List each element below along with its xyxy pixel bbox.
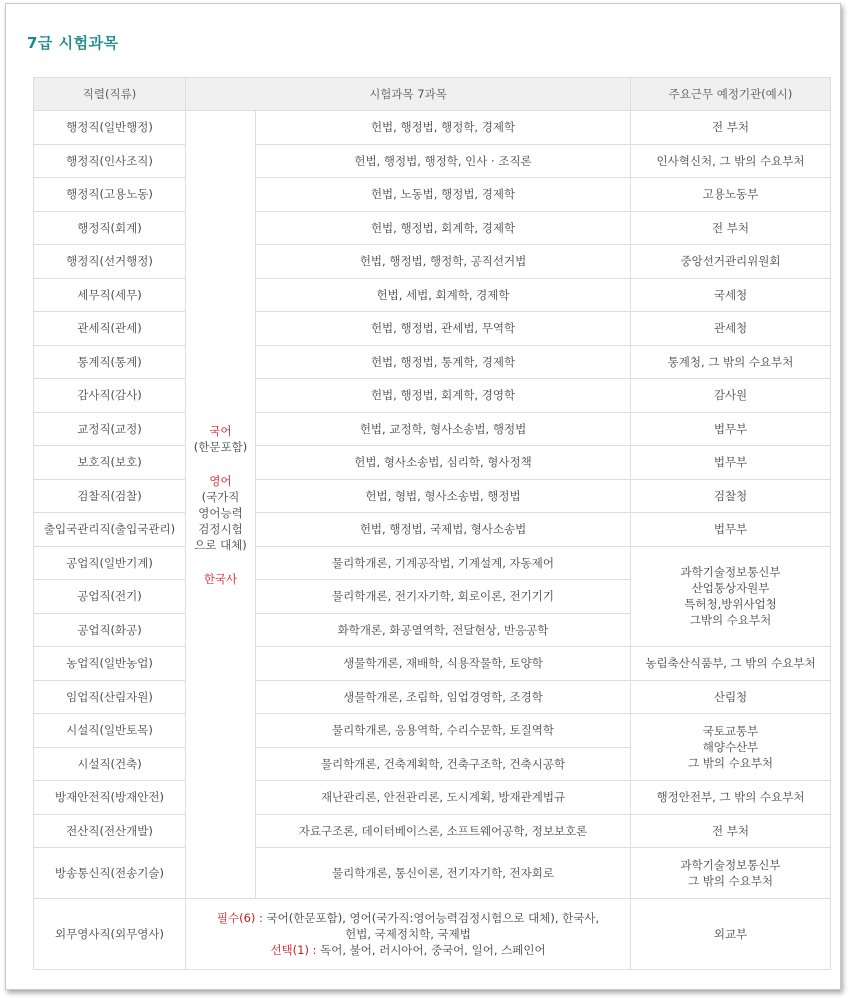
position-cell: 행정직(인사조직) [34, 144, 186, 178]
position-cell: 행정직(회계) [34, 211, 186, 245]
agency-line: 국토교통부 [702, 724, 759, 738]
common-subjects-cell [186, 111, 256, 899]
subjects-cell: 헌법, 행정법, 회계학, 경영학 [256, 379, 631, 413]
agency-cell: 전 부처 [631, 211, 831, 245]
agency-cell: 검찰청 [631, 479, 831, 513]
agency-cell-broadcast [631, 848, 831, 899]
agency-cell: 외교부 [631, 899, 831, 970]
exam-subjects-table [33, 77, 831, 970]
position-cell: 외무영사직(외무영사) [34, 899, 186, 970]
position-cell: 검찰직(검찰) [34, 479, 186, 513]
position-cell: 감사직(감사) [34, 379, 186, 413]
agency-cell: 행정안전부, 그 밖의 수요부처 [631, 781, 831, 815]
position-cell: 통계직(통계) [34, 345, 186, 379]
table-row [34, 412, 831, 446]
diplomat-elective-line [188, 942, 628, 958]
subjects-cell: 물리학개론, 전기자기학, 회로이론, 전기기기 [256, 580, 631, 614]
subjects-cell: 재난관리론, 안전관리론, 도시계획, 방재관계법규 [256, 781, 631, 815]
agency-cell: 법무부 [631, 446, 831, 480]
subjects-cell: 헌법, 교정학, 형사소송법, 행정법 [256, 412, 631, 446]
subjects-cell: 생물학개론, 재배학, 식용작물학, 토양학 [256, 647, 631, 681]
table-row [34, 379, 831, 413]
table-row [34, 479, 831, 513]
subjects-cell: 자료구조론, 데이터베이스론, 소프트웨어공학, 정보보호론 [256, 814, 631, 848]
diplomat-subjects-cell [186, 899, 631, 970]
position-cell: 공업직(화공) [34, 613, 186, 647]
required-label: 필수(6) : [216, 911, 263, 925]
table-row [34, 446, 831, 480]
table-row [34, 245, 831, 279]
agency-cell: 전 부처 [631, 111, 831, 145]
table-row [34, 513, 831, 547]
agency-cell: 전 부처 [631, 814, 831, 848]
agency-line: 특허청,방위사업청 [684, 597, 777, 612]
subjects-cell: 헌법, 노동법, 행정법, 경제학 [256, 178, 631, 212]
subjects-cell: 헌법, 행정법, 행정학, 인사 · 조직론 [256, 144, 631, 178]
table-row [34, 278, 831, 312]
subjects-cell: 헌법, 행정법, 통계학, 경제학 [256, 345, 631, 379]
subjects-cell: 헌법, 형법, 형사소송법, 행정법 [256, 479, 631, 513]
agency-cell: 법무부 [631, 513, 831, 547]
common-history: 한국사 [203, 571, 238, 586]
position-cell: 공업직(전기) [34, 580, 186, 614]
agency-line: 해양수산부 [702, 740, 759, 754]
diplomat-required-line [188, 910, 628, 926]
header-subjects: 시험과목 7과목 [186, 78, 631, 111]
subjects-cell: 헌법, 행정법, 행정학, 경제학 [256, 111, 631, 145]
table-row [34, 211, 831, 245]
diplomat-required-line-2: 헌법, 국제정치학, 국제법 [345, 927, 471, 941]
table-row [34, 312, 831, 346]
table-row [34, 345, 831, 379]
table-row [34, 781, 831, 815]
position-cell: 행정직(고용노동) [34, 178, 186, 212]
subjects-cell: 헌법, 행정법, 회계학, 경제학 [256, 211, 631, 245]
agency-cell: 국세청 [631, 278, 831, 312]
common-english-note-3: 검정시험 [198, 521, 243, 536]
agency-cell: 관세청 [631, 312, 831, 346]
common-english: 영어 [209, 473, 232, 488]
position-cell: 방송통신직(전송기술) [34, 848, 186, 899]
agency-cell: 법무부 [631, 412, 831, 446]
subjects-cell: 헌법, 행정법, 국제법, 형사소송법 [256, 513, 631, 547]
agency-line: 그밖의 수요부처 [689, 613, 772, 628]
table-row [34, 144, 831, 178]
subjects-cell: 생물학개론, 조림학, 임업경영학, 조경학 [256, 680, 631, 714]
position-cell: 관세직(관세) [34, 312, 186, 346]
agency-line: 과학기술정보통신부 [680, 858, 781, 872]
subjects-cell: 헌법, 세법, 회계학, 경제학 [256, 278, 631, 312]
agency-cell-industrial [631, 546, 831, 647]
position-cell: 방재안전직(방재안전) [34, 781, 186, 815]
subjects-cell: 물리학개론, 기계공작법, 기계설계, 자동제어 [256, 546, 631, 580]
common-korean-note: (한문포함) [193, 439, 248, 454]
common-korean: 국어 [209, 423, 232, 438]
header-agencies: 주요근무 예정기관(예시) [631, 78, 831, 111]
agency-cell: 고용노동부 [631, 178, 831, 212]
subjects-cell: 헌법, 행정법, 관세법, 무역학 [256, 312, 631, 346]
table-row [34, 714, 831, 748]
subjects-cell: 헌법, 형사소송법, 심리학, 형사정책 [256, 446, 631, 480]
table-row [34, 647, 831, 681]
agency-line: 산업통상자원부 [691, 581, 770, 596]
position-cell: 시설직(건축) [34, 747, 186, 781]
position-cell: 임업직(산림자원) [34, 680, 186, 714]
position-cell: 공업직(일반기계) [34, 546, 186, 580]
header-position: 직렬(직류) [34, 78, 186, 111]
common-english-note-2: 영어능력 [198, 505, 243, 520]
elective-label: 선택(1) : [270, 943, 317, 957]
agency-cell: 산림청 [631, 680, 831, 714]
subjects-cell: 헌법, 행정법, 행정학, 공직선거법 [256, 245, 631, 279]
table-row [34, 178, 831, 212]
agency-line: 그 밖의 수요부처 [687, 756, 774, 770]
position-cell: 교정직(교정) [34, 412, 186, 446]
agency-cell-facility [631, 714, 831, 781]
table-row [34, 814, 831, 848]
agency-line: 그 밖의 수요부처 [687, 874, 774, 888]
table-row [34, 848, 831, 899]
agency-cell: 중앙선거관리위원회 [631, 245, 831, 279]
position-cell: 행정직(선거행정) [34, 245, 186, 279]
table-row [34, 680, 831, 714]
table-row [34, 546, 831, 580]
required-text: 국어(한문포함), 영어(국가직:영어능력검정시험으로 대체), 한국사, [262, 911, 600, 925]
page-title: 7급 시험과목 [27, 34, 119, 52]
common-english-note-4: 으로 대체) [194, 537, 247, 552]
subjects-cell: 화학개론, 화공열역학, 전달현상, 반응공학 [256, 613, 631, 647]
agency-cell: 통계청, 그 밖의 수요부처 [631, 345, 831, 379]
position-cell: 보호직(보호) [34, 446, 186, 480]
elective-text: 독어, 불어, 러시아어, 중국어, 일어, 스페인어 [316, 943, 546, 957]
position-cell: 시설직(일반토목) [34, 714, 186, 748]
position-cell: 행정직(일반행정) [34, 111, 186, 145]
table-row-diplomat [34, 899, 831, 970]
agency-cell: 농림축산식품부, 그 밖의 수요부처 [631, 647, 831, 681]
position-cell: 출입국관리직(출입국관리) [34, 513, 186, 547]
subjects-cell: 물리학개론, 건축계획학, 건축구조학, 건축시공학 [256, 747, 631, 781]
agency-cell: 감사원 [631, 379, 831, 413]
position-cell: 전산직(전산개발) [34, 814, 186, 848]
subjects-cell: 물리학개론, 응용역학, 수리수문학, 토질역학 [256, 714, 631, 748]
content-frame [5, 3, 841, 990]
agency-cell: 인사혁신처, 그 밖의 수요부처 [631, 144, 831, 178]
table-row [34, 111, 831, 145]
position-cell: 농업직(일반농업) [34, 647, 186, 681]
common-english-note-1: (국가직 [201, 489, 240, 504]
agency-line: 과학기술정보통신부 [680, 565, 781, 580]
table-header-row [34, 78, 831, 111]
position-cell: 세무직(세무) [34, 278, 186, 312]
subjects-cell: 물리학개론, 통신이론, 전기자기학, 전자회로 [256, 848, 631, 899]
